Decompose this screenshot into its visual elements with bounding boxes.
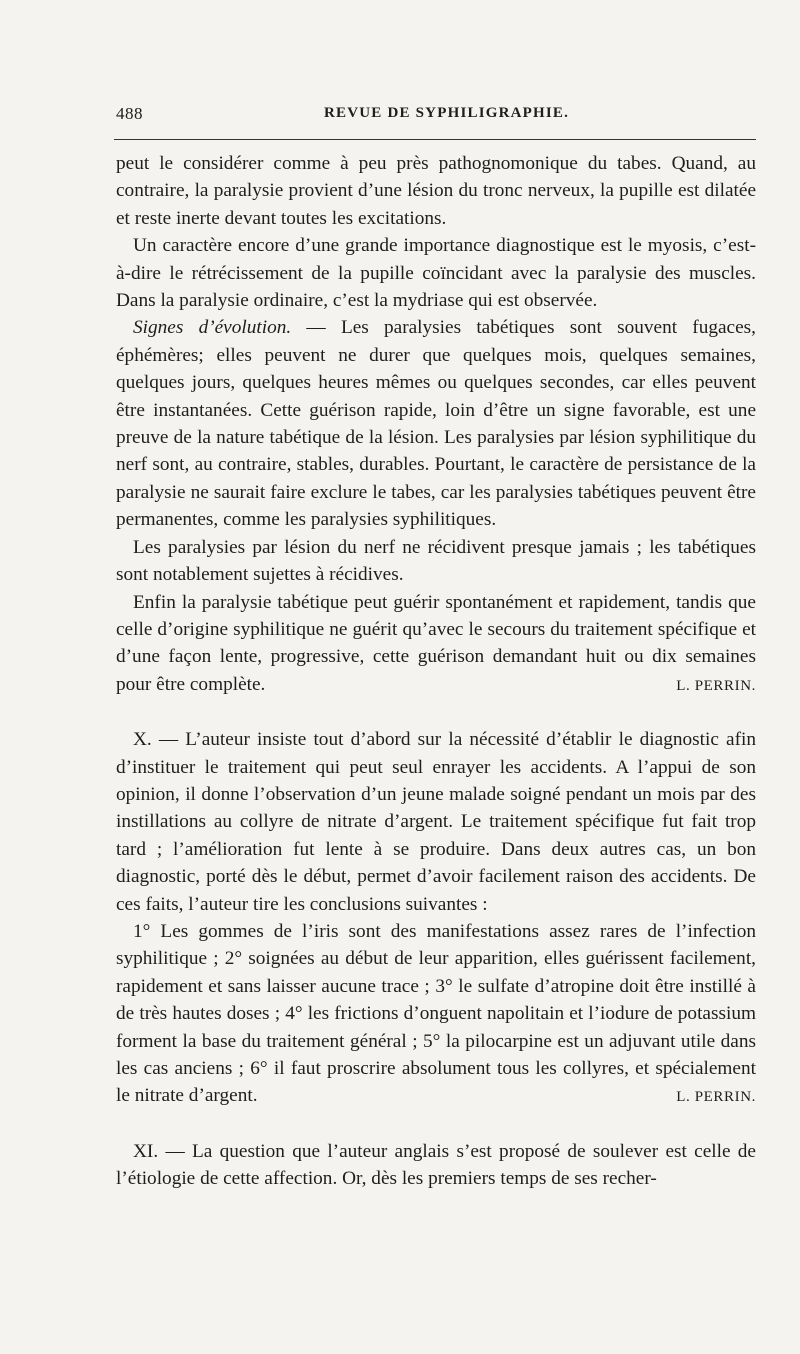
section-gap [116, 1112, 756, 1138]
paragraph-guerison [116, 589, 756, 701]
author-signature: L. PERRIN. [676, 1089, 756, 1106]
paragraph-section-x: X. — L’auteur insiste tout d’abord sur la nécessité d’établir le diagnostic afin d’instituer le traitement qui peut seul enrayer les accidents. A l’appui de son opinion, il donne l’observation d’un jeune malade soigné pendant un mois par des instillations au collyre de nitrate d’argent. Le traitement spécifique fut fait trop tard ; l’amélioration fut lente à se produire. Dans deux autres cas, un bon diagnostic, porté dès le début, permet d’avoir facilement raison des accidents. De ces faits, l’auteur tire les conclusions suivantes : [116, 729, 756, 915]
paragraph-conclusions [116, 918, 756, 1112]
paragraph-recidives: Les paralysies par lésion du nerf ne récidivent presque jamais ; les tabétiques sont notablement sujettes à récidives. [116, 536, 756, 586]
section-lead-italic: Signes d’évolution. [133, 317, 292, 339]
page-number: 488 [116, 104, 143, 123]
header-rule [114, 139, 756, 140]
paragraph-section-xi: XI. — La question que l’auteur anglais s’est proposé de soulever est celle de l’étiologie de cette affection. Or, dès les premiers temps de ses recher- [116, 1140, 756, 1190]
paragraph-body: 1° Les gommes de l’iris sont des manifestations assez rares de l’infection syphilitique ; 2° soignées au début de leur apparition, elles guérissent facilement, rapidement et sans laisser aucune trace ; 3° le sulfate d’atropine doit être instillé à de très hautes doses ; 4° les frictions d’onguent napolitain et l’iodure de potassium forment la base du traitement général ; 5° la pilocarpine est un adjuvant utile dans les cas anciens ; 6° il faut proscrire absolument tous les collyres, et spécialement le nitrate d’argent. [116, 920, 756, 1107]
author-signature: L. PERRIN. [676, 677, 756, 694]
section-gap [116, 700, 756, 726]
paragraph-myosis: Un caractère encore d’une grande importance diagnostique est le myosis, c’est-à-dire le rétrécissement de la pupille coïncidant avec la paralysie des muscles. Dans la paralysie ordinaire, c’est la mydriase qui est observée. [116, 235, 756, 312]
paragraph-signes-evolution [116, 314, 756, 533]
page-header [114, 104, 756, 126]
paragraph-continued: peut le considérer comme à peu près pathognomonique du tabes. Quand, au contraire, la paralysie provient d’une lésion du tronc nerveux, la pupille est dilatée et reste inerte devant toutes les excitations. [116, 153, 756, 229]
running-title: REVUE DE SYPHILIGRAPHIE. [324, 105, 570, 121]
paragraph-body: — Les paralysies tabétiques sont souvent fugaces, éphémères; elles peuvent ne durer que quelques mois, quelques semaines, quelques jours, quelques heures mêmes ou quelques secondes, car elles peuvent être instantanées. Cette guérison rapide, loin d’être un signe favorable, est une preuve de la nature tabétique de la lésion. Les paralysies par lésion syphilitique du nerf sont, au contraire, stables, durables. Pourtant, le caractère de persistance de la paralysie ne saurait faire exclure le tabes, car les paralysies tabétiques peuvent être permanentes, comme les paralysies syphilitiques. [116, 317, 756, 531]
body-text [116, 150, 756, 1193]
paragraph-body: Enfin la paralysie tabétique peut guérir spontanément et rapidement, tandis que celle d’origine syphilitique ne guérit qu’avec le secours du traitement spécifique et d’une façon lente, progressive, cette guérison demandant huit ou dix semaines pour être complète. [116, 591, 756, 695]
